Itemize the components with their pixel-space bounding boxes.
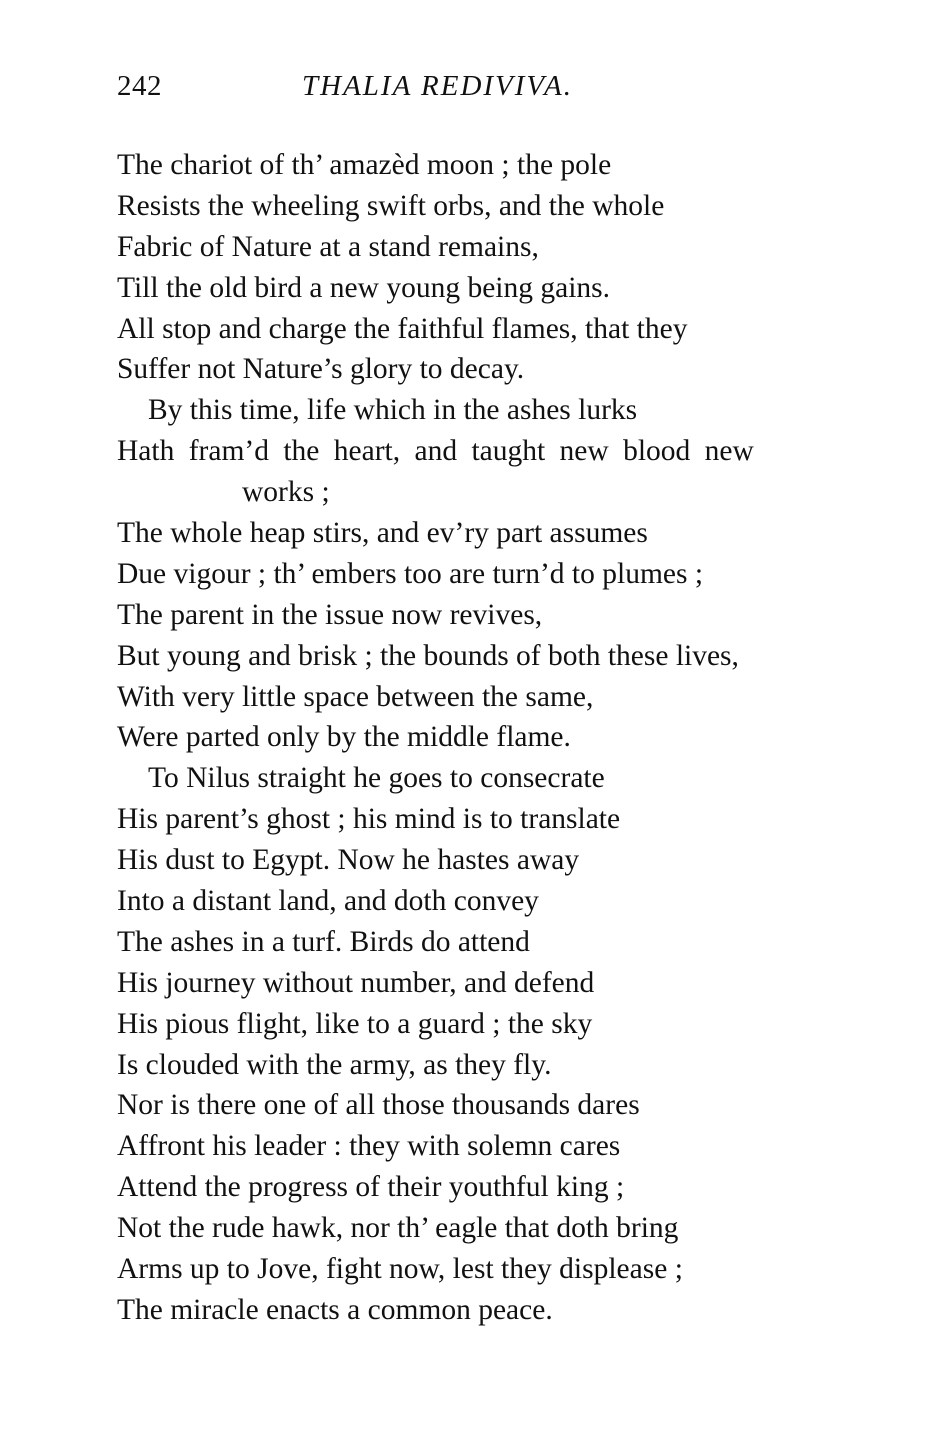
poem-line: Nor is there one of all those thousands dares (117, 1089, 640, 1122)
poem-line: Arms up to Jove, fight now, lest they displease ; (117, 1253, 683, 1286)
poem-line: Fabric of Nature at a stand remains, (117, 230, 539, 263)
poem-line: Not the rude hawk, nor th’ eagle that doth bring (117, 1212, 679, 1245)
poem-line: With very little space between the same, (117, 680, 594, 713)
poem-line-indented: By this time, life which in the ashes lurks (148, 394, 638, 427)
poem-line: Affront his leader : they with solemn cares (117, 1130, 621, 1163)
running-title: THALIA REDIVIVA. (302, 70, 573, 102)
poem-line: The miracle enacts a common peace. (117, 1293, 553, 1326)
poem-line: Hath fram’d the heart, and taught new blood new (117, 435, 754, 468)
poem-line: Were parted only by the middle flame. (117, 721, 571, 754)
page-number: 242 (117, 70, 162, 102)
poem-text (117, 145, 877, 1331)
poem-line: Is clouded with the army, as they fly. (117, 1048, 552, 1081)
poem-line: The chariot of th’ amazèd moon ; the pole (117, 149, 612, 181)
poem-line: Attend the progress of their youthful king ; (117, 1171, 625, 1204)
poem-line: His pious flight, like to a guard ; the sky (117, 1007, 593, 1040)
poem-line-indented: To Nilus straight he goes to consecrate (148, 762, 605, 795)
poem-line: The whole heap stirs, and ev’ry part assumes (117, 517, 648, 550)
poem-line: Suffer not Nature’s glory to decay. (117, 353, 525, 386)
poem-line: Into a distant land, and doth convey (117, 885, 539, 918)
poem-line: The ashes in a turf. Birds do attend (117, 925, 530, 958)
poem-line: But young and brisk ; the bounds of both these lives, (117, 639, 739, 672)
poem-line-turnover: works ; (242, 476, 330, 509)
poem-line: His dust to Egypt. Now he hastes away (117, 844, 580, 877)
poem-line: All stop and charge the faithful flames, that they (117, 312, 688, 345)
poem-line: His journey without number, and defend (117, 966, 595, 999)
poem-line: His parent’s ghost ; his mind is to translate (117, 803, 621, 836)
poem-line: The parent in the issue now revives, (117, 598, 543, 631)
poem-line: Till the old bird a new young being gains. (117, 271, 611, 304)
poem-line: Resists the wheeling swift orbs, and the whole (117, 189, 665, 222)
poem-line: Due vigour ; th’ embers too are turn’d to plumes ; (117, 557, 704, 590)
page-header (117, 70, 877, 114)
